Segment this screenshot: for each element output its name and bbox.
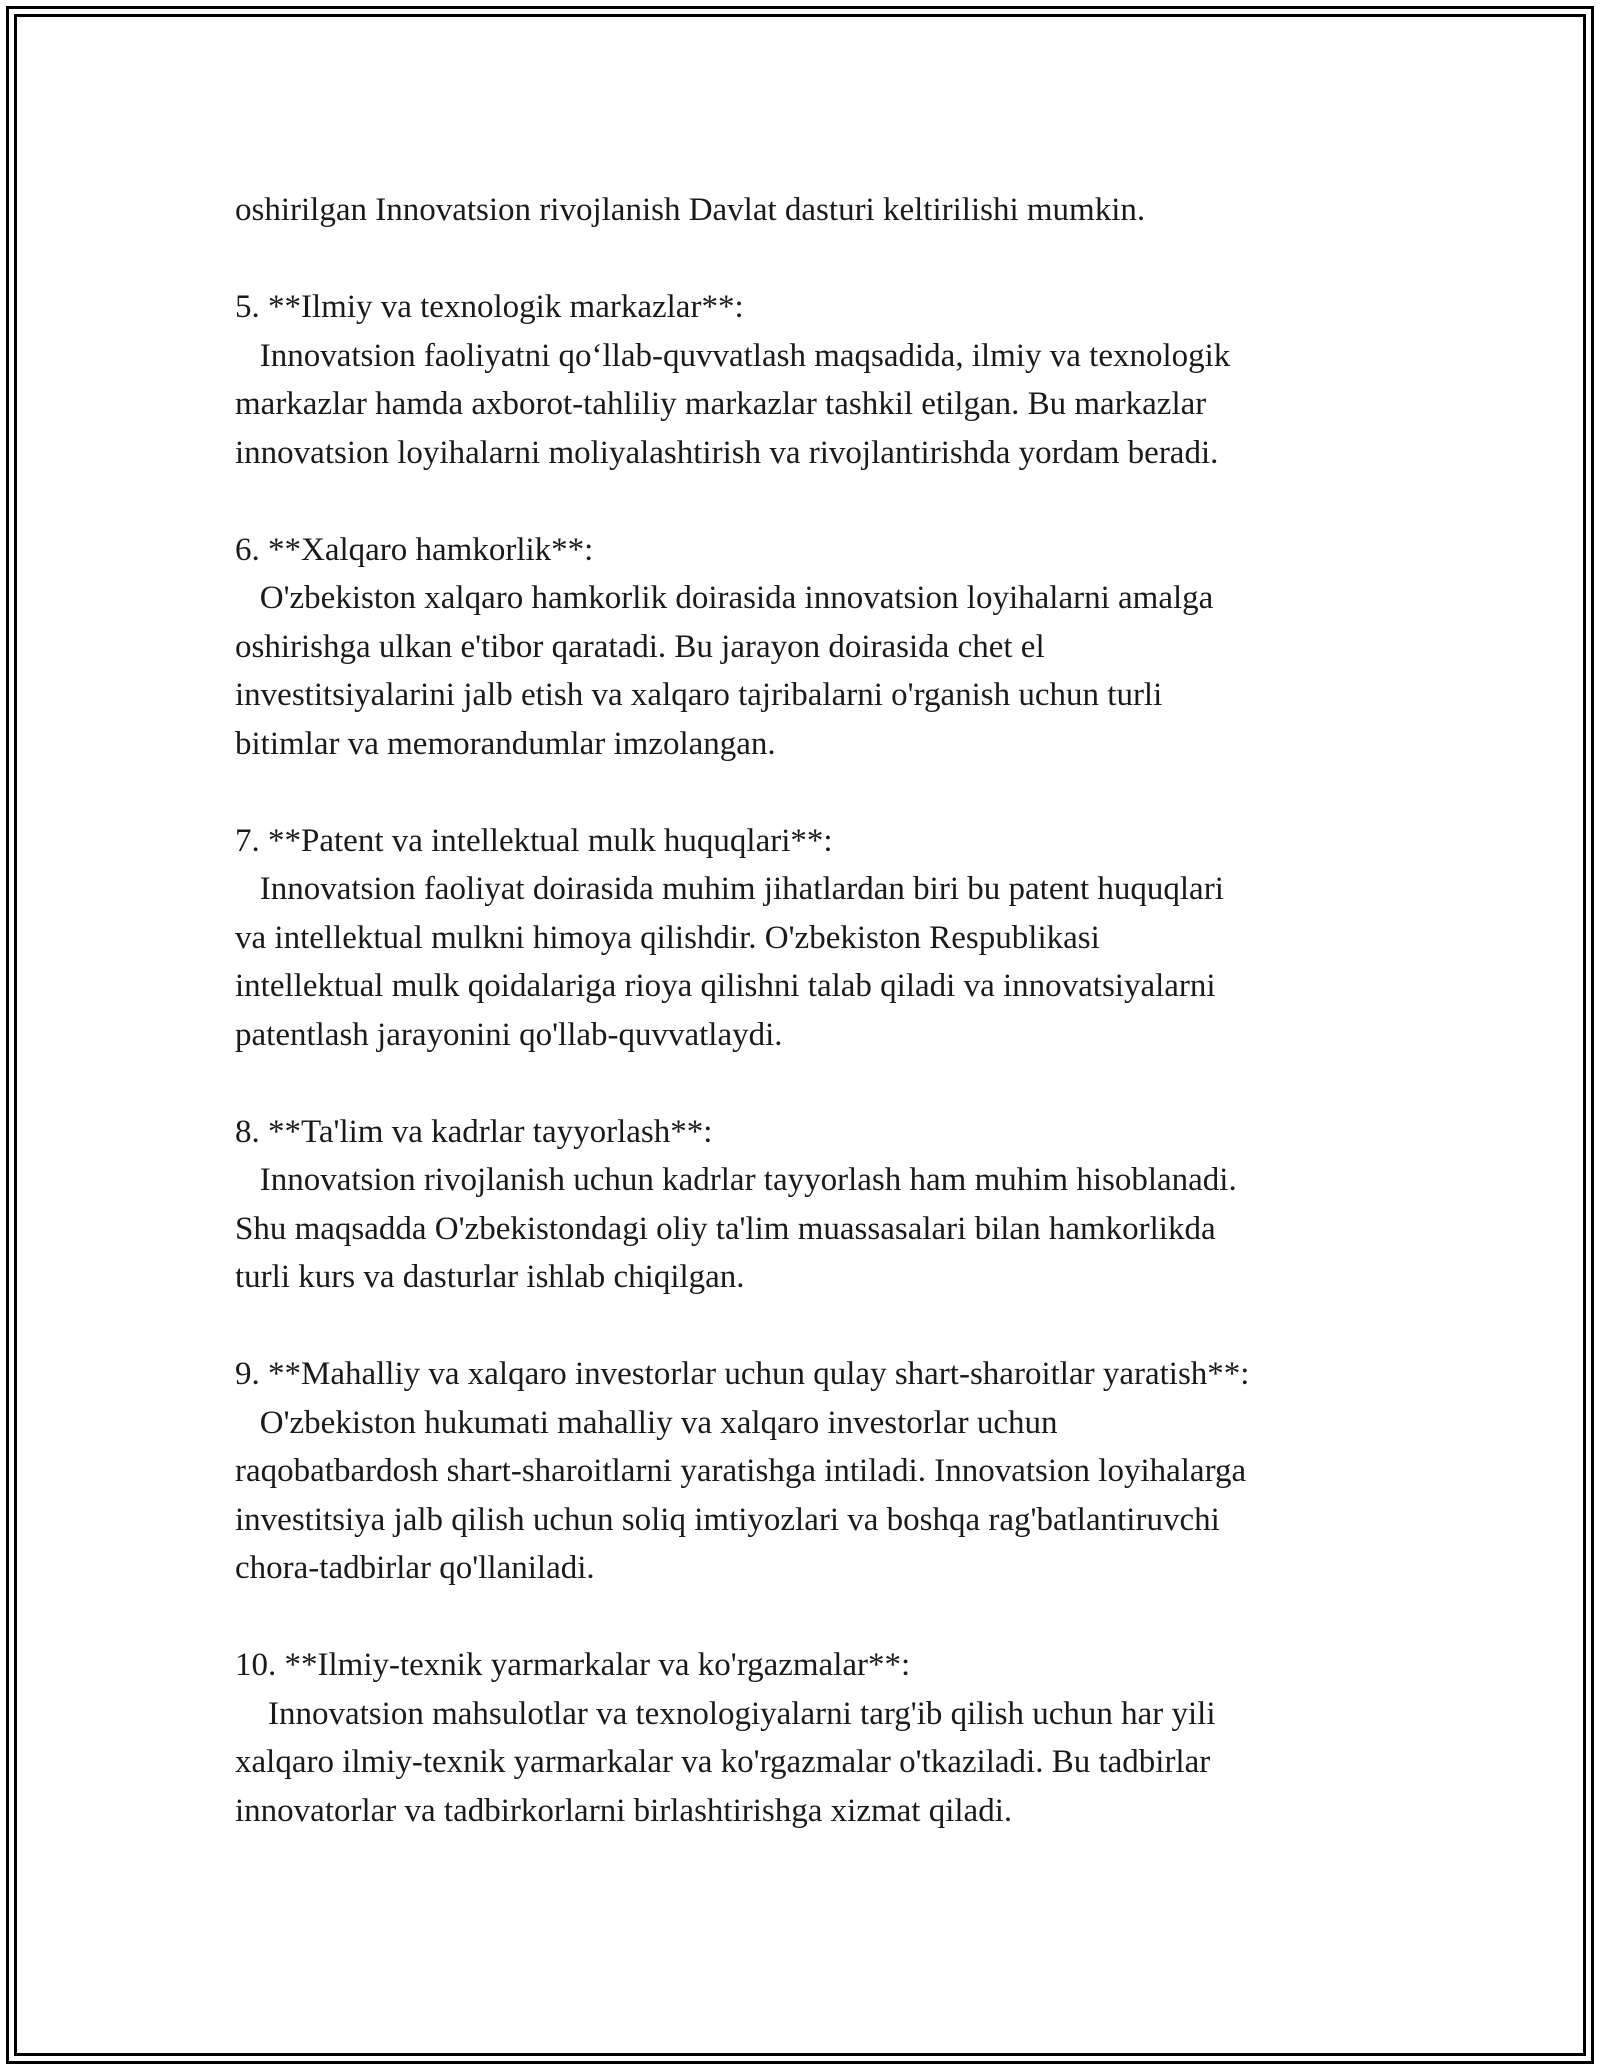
section-line: innovatorlar va tadbirkorlarni birlashtirishga xizmat qiladi. xyxy=(235,1792,1013,1829)
section-line: investitsiya jalb qilish uchun soliq imtiyozlari va boshqa rag'batlantiruvchi xyxy=(235,1501,1220,1538)
section-line: Innovatsion faoliyat doirasida muhim jihatlardan biri bu patent huquqlari xyxy=(235,871,1224,907)
section-line: va intellektual mulkni himoya qilishdir. O'zbekiston Respublikasi xyxy=(235,919,1100,956)
section-line: xalqaro ilmiy-texnik yarmarkalar va ko'rgazmalar o'tkaziladi. Bu tadbirlar xyxy=(235,1744,1211,1780)
document-body xyxy=(235,186,1435,1835)
section-6 xyxy=(235,526,1435,769)
section-line: chora-tadbirlar qo'llaniladi. xyxy=(235,1550,595,1586)
section-line: intellektual mulk qoidalariga rioya qilishni talab qiladi va innovatsiyalarni xyxy=(235,968,1216,1004)
section-line: markazlar hamda axborot-tahliliy markazlar tashkil etilgan. Bu markazlar xyxy=(235,386,1207,422)
section-heading: 9. **Mahalliy va xalqaro investorlar uchun qulay shart-sharoitlar yaratish**: xyxy=(235,1356,1250,1392)
section-9 xyxy=(235,1350,1435,1593)
section-heading: 6. **Xalqaro hamkorlik**: xyxy=(235,531,594,568)
section-line: turli kurs va dasturlar ishlab chiqilgan. xyxy=(235,1259,745,1295)
section-10 xyxy=(235,1641,1435,1835)
section-line: innovatsion loyihalarni moliyalashtirish va rivojlantirishda yordam beradi. xyxy=(235,434,1219,471)
section-heading: 8. **Ta'lim va kadrlar tayyorlash**: xyxy=(235,1113,713,1150)
section-5 xyxy=(235,283,1435,477)
section-line: O'zbekiston hukumati mahalliy va xalqaro investorlar uchun xyxy=(235,1404,1058,1441)
section-line: Innovatsion mahsulotlar va texnologiyalarni targ'ib qilish uchun har yili xyxy=(235,1695,1216,1732)
section-line: patentlash jarayonini qo'llab-quvvatlaydi. xyxy=(235,1016,783,1053)
section-7 xyxy=(235,817,1435,1060)
section-line: raqobatbardosh shart-sharoitlarni yaratishga intiladi. Innovatsion loyihalarga xyxy=(235,1453,1247,1489)
section-line: Shu maqsadda O'zbekistondagi oliy ta'lim muassasalari bilan hamkorlikda xyxy=(235,1210,1216,1247)
section-line: Innovatsion faoliyatni qo‘llab-quvvatlash maqsadida, ilmiy va texnologik xyxy=(235,337,1231,374)
section-line: investitsiyalarini jalb etish va xalqaro tajribalarni o'rganish uchun turli xyxy=(235,677,1163,713)
section-heading: 5. **Ilmiy va texnologik markazlar**: xyxy=(235,289,744,325)
section-line: O'zbekiston xalqaro hamkorlik doirasida innovatsion loyihalarni amalga xyxy=(235,580,1214,616)
section-heading: 10. **Ilmiy-texnik yarmarkalar va ko'rgazmalar**: xyxy=(235,1647,911,1683)
section-line: oshirishga ulkan e'tibor qaratadi. Bu jarayon doirasida chet el xyxy=(235,628,1045,665)
intro-line: oshirilgan Innovatsion rivojlanish Davlat dasturi keltirilishi mumkin. xyxy=(235,192,1146,228)
section-heading: 7. **Patent va intellektual mulk huquqlari**: xyxy=(235,822,833,859)
section-8 xyxy=(235,1108,1435,1302)
section-line: bitimlar va memorandumlar imzolangan. xyxy=(235,725,776,762)
section-line: Innovatsion rivojlanish uchun kadrlar tayyorlash ham muhim hisoblanadi. xyxy=(235,1162,1237,1198)
